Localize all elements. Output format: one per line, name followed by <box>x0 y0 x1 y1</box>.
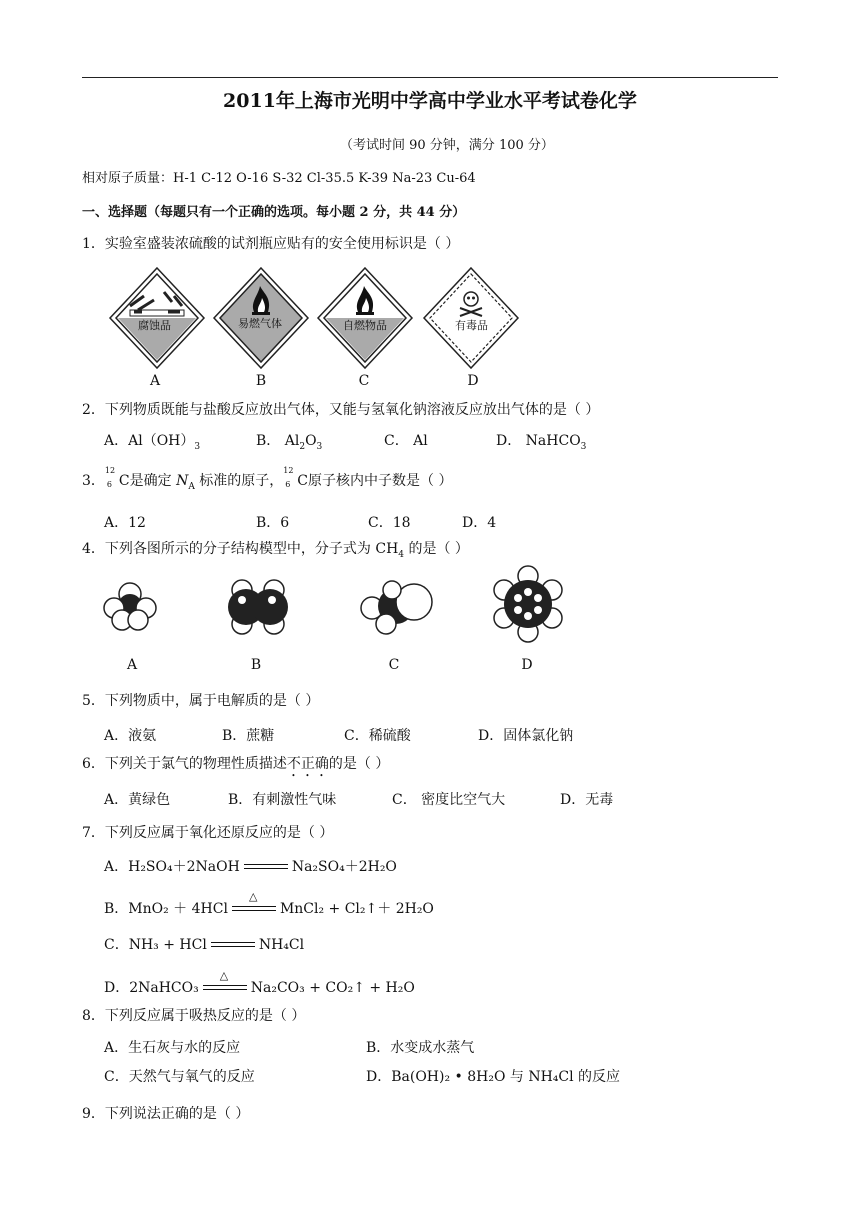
molecule-label-b: B <box>250 657 262 673</box>
question-3-option-b: B．6 <box>256 515 290 531</box>
question-2-option-b: B． $Al_2O_3$ <box>256 433 323 452</box>
question-8-option-c: C．天然气与氧气的反应 <box>104 1069 255 1085</box>
question-2-option-d: D． NaHCO$_3$ <box>496 433 587 452</box>
question-1-stem: 1．实验室盛装浓硫酸的试剂瓶应贴有的安全使用标识是（ ） <box>82 236 460 252</box>
molecule-model-c-icon <box>356 578 438 638</box>
molecule-model-b-icon <box>220 576 296 638</box>
question-6-option-b: B．有刺激性气味 <box>228 792 337 808</box>
question-8-option-d: D．Ba(OH)₂ • 8H₂O 与 NH₄Cl 的反应 <box>366 1069 621 1085</box>
question-8-option-b: B．水变成水蒸气 <box>366 1040 475 1056</box>
question-3-option-c: C．18 <box>368 515 411 531</box>
sign-d-text: 有毒品 <box>455 319 488 332</box>
question-6-option-d: D．无毒 <box>560 792 614 808</box>
sign-b-text: 易燃气体 <box>238 317 282 330</box>
top-rule <box>82 77 778 78</box>
question-5-option-b: B．蔗糖 <box>222 728 275 744</box>
molecule-model-a-icon <box>100 578 160 634</box>
atomic-masses: 相对原子质量：H-1 C-12 O-16 S-32 Cl-35.5 K-39 Na-23 Cu-64 <box>82 171 476 186</box>
section-heading: 一、选择题（每题只有一个正确的选项。每小题 2 分，共 44 分） <box>82 205 466 220</box>
question-7-option-b: B．MnO₂ ＋ 4HCl △ MnCl₂ + Cl₂↑＋ 2H₂O <box>104 890 434 917</box>
question-6-stem: 6．下列关于氯气的物理性质描述不正确的是（ ） <box>82 756 390 772</box>
question-8-option-a: A．生石灰与水的反应 <box>104 1040 241 1056</box>
sign-a-text: 腐蚀品 <box>138 319 171 332</box>
question-7-option-a: A．H₂SO₄＋2NaOH Na₂SO₄＋2H₂O <box>104 859 397 875</box>
heat-equals-sign: △ <box>203 982 247 994</box>
page-title: 2011年上海市光明中学高中学业水平考试卷化学 <box>223 90 637 112</box>
molecule-model-d-icon <box>490 566 566 642</box>
question-2-stem: 2．下列物质既能与盐酸反应放出气体，又能与氢氧化钠溶液反应放出气体的是（ ） <box>82 402 600 418</box>
exam-time-note: （考试时间 90 分钟，满分 100 分） <box>340 138 554 153</box>
question-2-option-a: A．$Al(OH)_3$ <box>104 433 201 452</box>
emphasis-not-correct: 不正确 <box>286 756 329 772</box>
question-7-stem: 7．下列反应属于氧化还原反应的是（ ） <box>82 825 334 841</box>
molecule-label-c: C <box>388 657 400 673</box>
molecule-label-a: A <box>126 657 138 673</box>
question-5-option-a: A．液氨 <box>104 728 157 744</box>
question-2-option-c: C． Al <box>384 433 428 449</box>
question-6-option-a: A．黄绿色 <box>104 792 171 808</box>
question-3-option-d: D．4 <box>462 515 497 531</box>
question-8-stem: 8．下列反应属于吸热反应的是（ ） <box>82 1008 306 1024</box>
question-4-stem: 4．下列各图所示的分子结构模型中，分子式为 $CH_4$ 的是（ ） <box>82 541 469 560</box>
heat-equals-sign: △ <box>232 903 276 915</box>
question-5-option-c: C．稀硫酸 <box>344 728 411 744</box>
question-7-option-c: C．NH₃ + HCl NH₄Cl <box>104 937 305 953</box>
question-3-option-a: A．12 <box>104 515 146 531</box>
sign-c-label: C <box>358 373 370 389</box>
question-9-stem: 9．下列说法正确的是（ ） <box>82 1106 250 1122</box>
sign-a-label: A <box>149 373 161 389</box>
question-7-option-d: D．2NaHCO₃ △ Na₂CO₃ + CO₂↑ + H₂O <box>104 969 415 996</box>
carbon-12-nuclide: 12 6 <box>104 466 116 489</box>
equals-sign <box>211 939 255 951</box>
question-5-option-d: D．固体氯化钠 <box>478 728 574 744</box>
molecule-label-d: D <box>521 657 533 673</box>
question-5-stem: 5．下列物质中，属于电解质的是（ ） <box>82 693 320 709</box>
sign-c-text: 自燃物品 <box>343 319 387 332</box>
equals-sign <box>244 861 288 873</box>
sign-d-label: D <box>467 373 479 389</box>
question-3-stem: 3． 12 6 C是确定 $N_A$ 标准的原子， 12 6 C原子核内中子数是（ ） <box>82 466 453 492</box>
sign-b-label: B <box>255 373 267 389</box>
question-6-option-c: C． 密度比空气大 <box>392 792 506 808</box>
